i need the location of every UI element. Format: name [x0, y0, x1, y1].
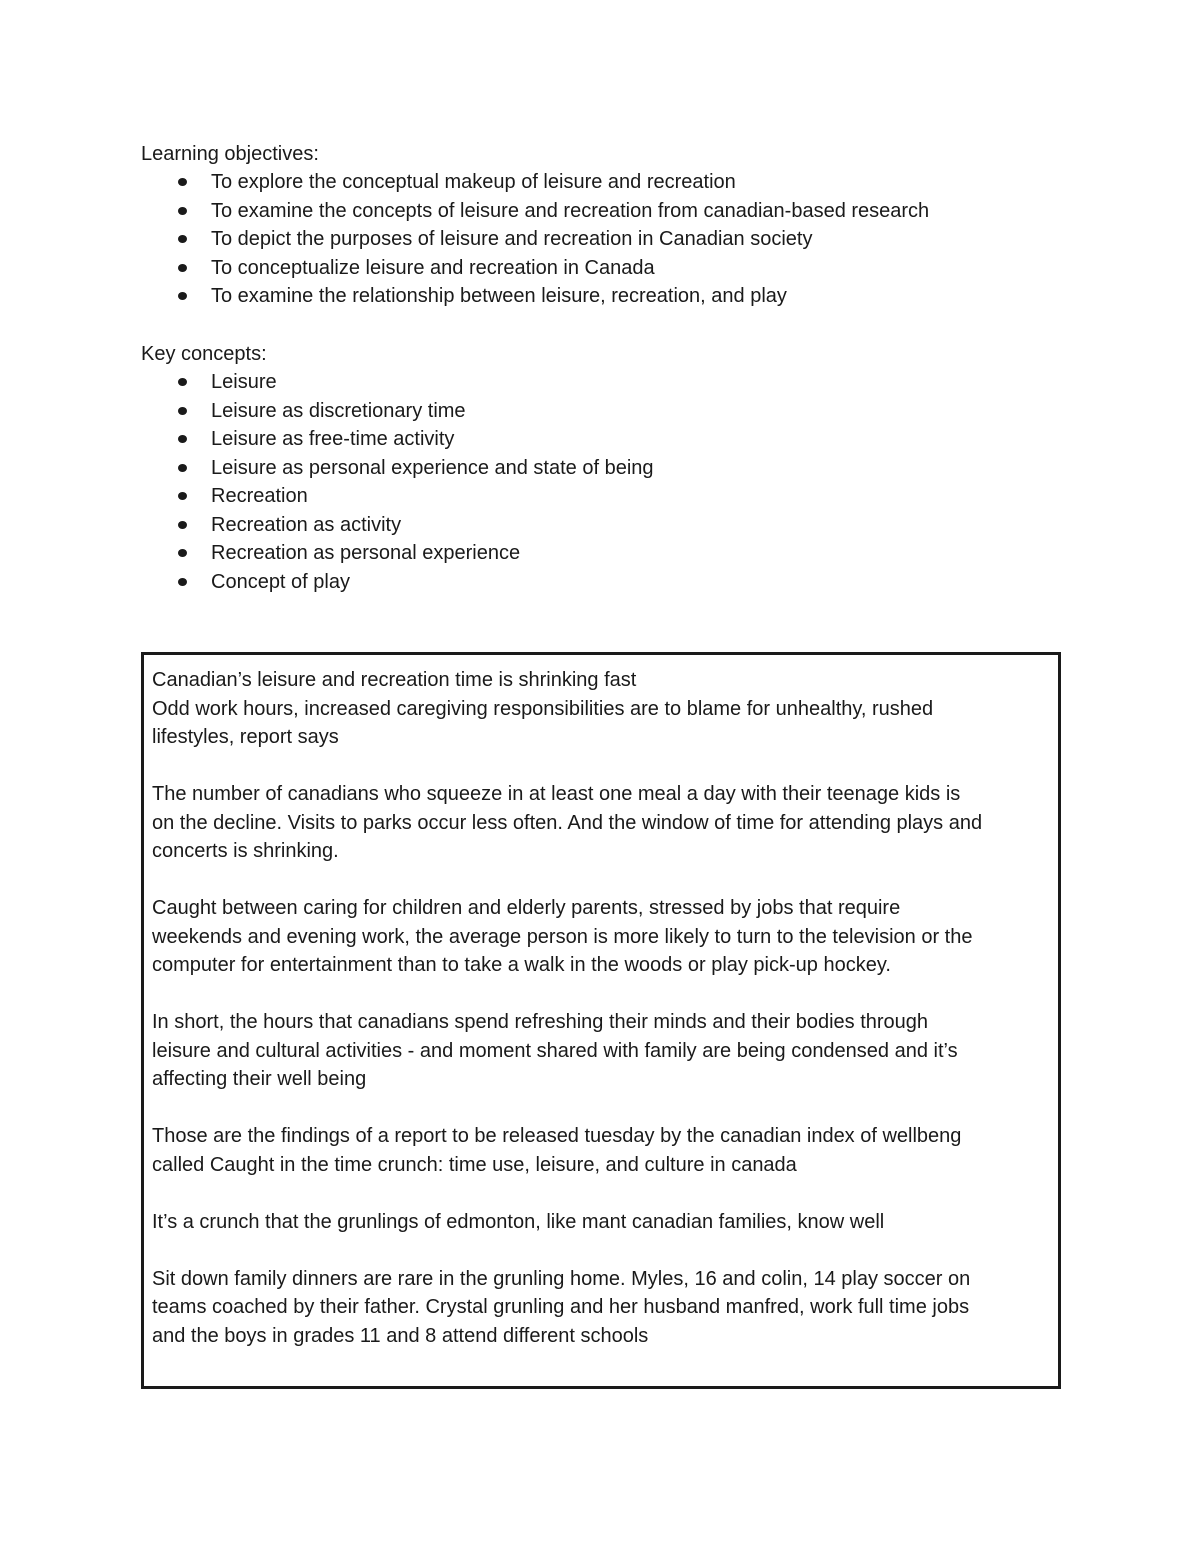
- list-item-text: Leisure: [211, 371, 277, 393]
- article-box: [141, 652, 1061, 1389]
- list-item-text: Leisure as discretionary time: [211, 399, 466, 422]
- bullet-icon: [178, 207, 187, 215]
- list-item-text: Concept of play: [211, 570, 350, 593]
- list-item: [141, 568, 1061, 597]
- list-item: [141, 368, 1061, 397]
- list-item-text: Recreation: [211, 485, 308, 507]
- key-concepts-list: [141, 368, 1061, 596]
- list-item: [141, 225, 1061, 254]
- bullet-icon: [178, 521, 187, 529]
- learning-objectives-section: [141, 140, 1061, 311]
- bullet-icon: [178, 178, 187, 186]
- bullet-icon: [178, 492, 187, 500]
- list-item-text: To depict the purposes of leisure and recreation in Canadian society: [211, 228, 813, 250]
- article-subheadline: Odd work hours, increased caregiving responsibilities are to blame for unhealthy, rushed lifestyles, report says: [152, 697, 934, 748]
- bullet-icon: [178, 292, 187, 300]
- article-paragraph: The number of canadians who squeeze in at least one meal a day with their teenage kids is on the decline. Visits to parks occur less often. And the window of time for attending plays and concerts is shrinking.: [152, 783, 983, 862]
- list-item: [141, 197, 1061, 226]
- list-item-text: To examine the concepts of leisure and recreation from canadian-based research: [211, 199, 930, 222]
- bullet-icon: [178, 435, 187, 443]
- bullet-icon: [178, 235, 187, 243]
- article-headline: Canadian’s leisure and recreation time is shrinking fast: [152, 669, 637, 691]
- list-item-text: To examine the relationship between leisure, recreation, and play: [211, 285, 787, 307]
- article-paragraph: Sit down family dinners are rare in the grunling home. Myles, 16 and colin, 14 play soccer on teams coached by their father. Crystal grunling and her husband manfred, work full time jobs and the boys in grades 11 and 8 attend different schools: [152, 1267, 971, 1347]
- list-item: [141, 254, 1061, 283]
- learning-objectives-list: [141, 168, 1061, 311]
- article-paragraph: Caught between caring for children and elderly parents, stressed by jobs that require weekends and evening work, the average person is more likely to turn to the television or the computer for entertainment than to take a walk in the woods or play pick-up hockey.: [152, 897, 973, 976]
- bullet-icon: [178, 578, 187, 586]
- article-body: [152, 666, 1052, 1350]
- bullet-icon: [178, 407, 187, 415]
- list-item-text: Recreation as activity: [211, 513, 402, 536]
- bullet-icon: [178, 549, 187, 557]
- list-item-text: To explore the conceptual makeup of leisure and recreation: [211, 171, 736, 193]
- article-paragraph: Those are the findings of a report to be released tuesday by the canadian index of wellbeng called Caught in the time crunch: time use, leisure, and culture in canada: [152, 1125, 962, 1176]
- article-paragraph: In short, the hours that canadians spend refreshing their minds and their bodies through leisure and cultural activities - and moment shared with family are being condensed and it’s affecting their well being: [152, 1011, 958, 1090]
- list-item: [141, 397, 1061, 426]
- key-concepts-section: [141, 340, 1061, 596]
- article-paragraph: It’s a crunch that the grunlings of edmonton, like mant canadian families, know well: [152, 1210, 885, 1233]
- list-item: [141, 425, 1061, 454]
- learning-objectives-label: Learning objectives:: [141, 143, 319, 165]
- list-item-text: Recreation as personal experience: [211, 542, 521, 564]
- list-item: [141, 511, 1061, 540]
- list-item: [141, 282, 1061, 311]
- bullet-icon: [178, 378, 187, 386]
- list-item-text: Leisure as free-time activity: [211, 428, 455, 450]
- list-item: [141, 454, 1061, 483]
- list-item: [141, 168, 1061, 197]
- bullet-icon: [178, 464, 187, 472]
- list-item: [141, 539, 1061, 568]
- list-item-text: Leisure as personal experience and state of being: [211, 456, 654, 479]
- list-item: [141, 482, 1061, 511]
- bullet-icon: [178, 264, 187, 272]
- key-concepts-label: Key concepts:: [141, 343, 267, 365]
- list-item-text: To conceptualize leisure and recreation in Canada: [211, 256, 655, 279]
